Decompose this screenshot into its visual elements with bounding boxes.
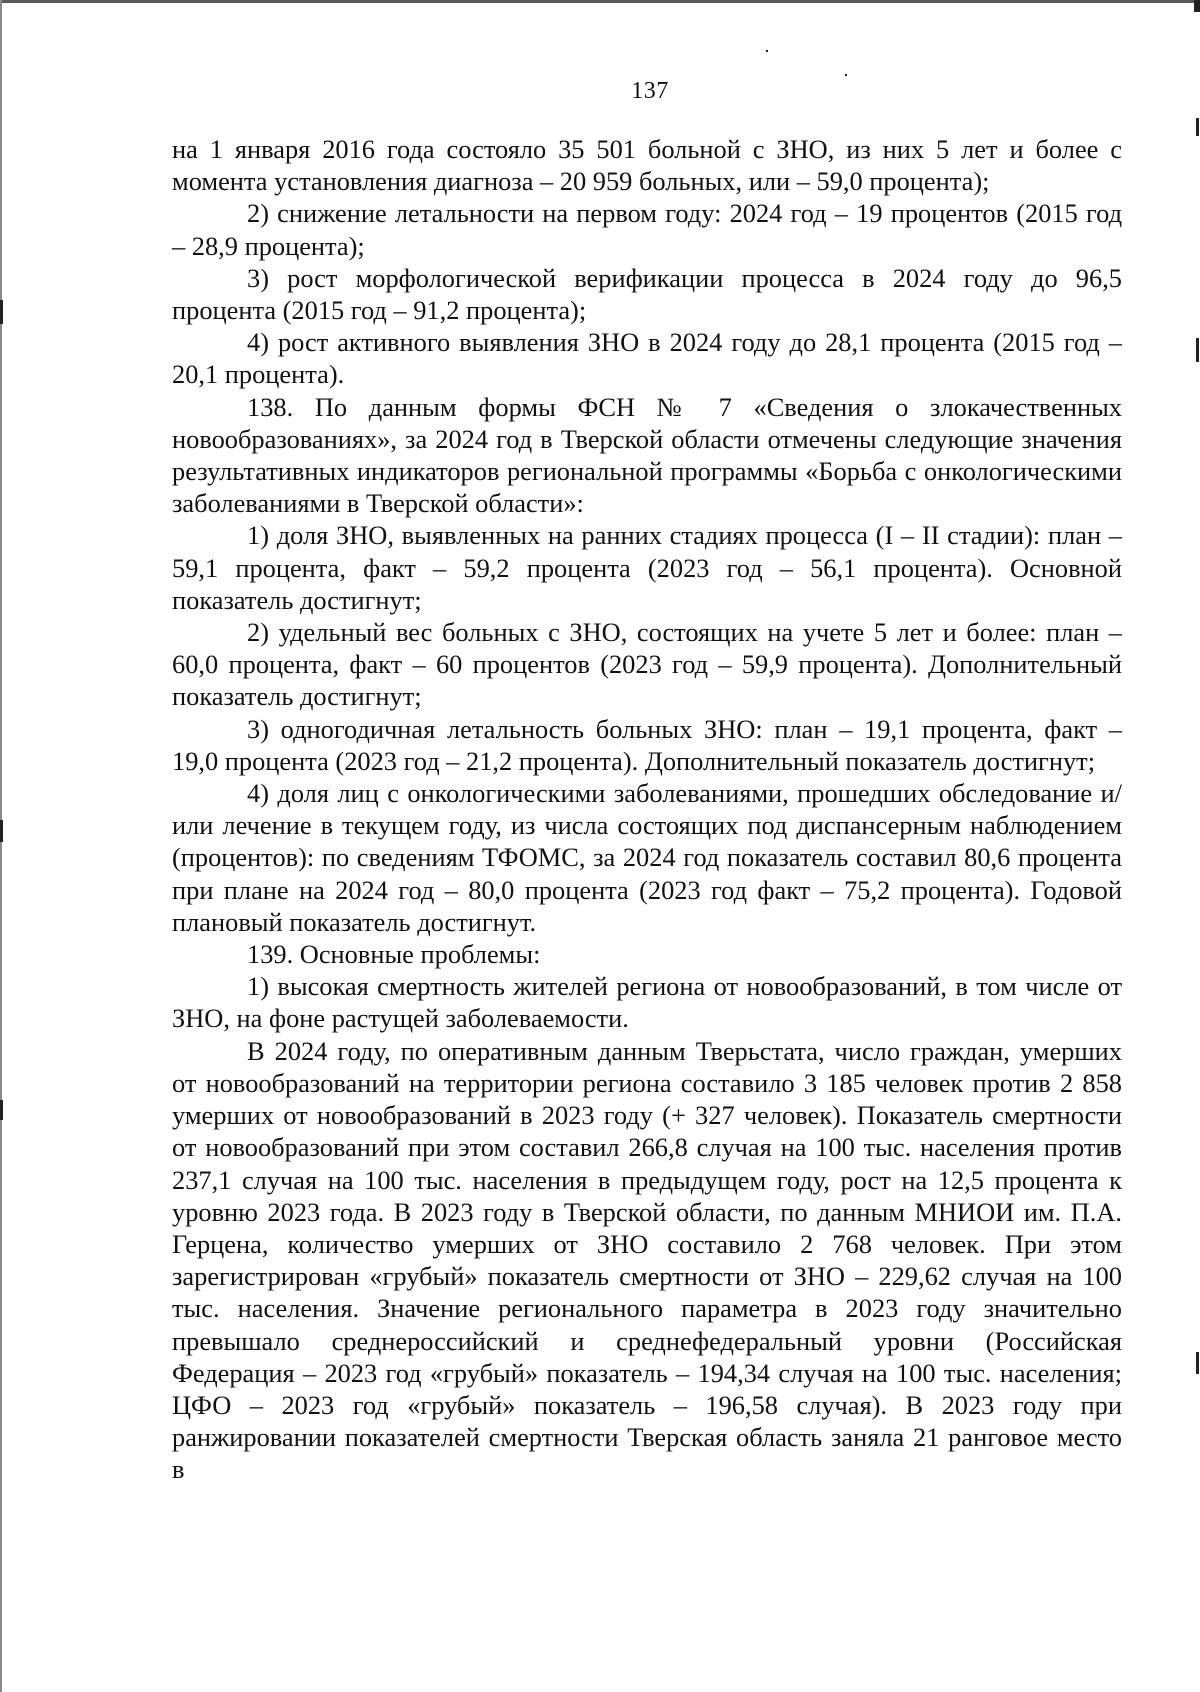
paragraph-indicator-4: 4) доля лиц с онкологическими заболеваниями, прошедших обследование и/или лечение в текущем году, из числа состоящих под диспансерным наблюдением (процентов): по сведениям ТФОМС, за 2024 год показатель составил 80,6 процента при плане на 2024 год – 80,0 процента (2023 год факт – 75,2 процента). Годовой плановый показатель достигнут. bbox=[172, 778, 1122, 937]
paragraph-item-2: 2) снижение летальности на первом году: 2024 год – 19 процентов (2015 год – 28,9 процента); bbox=[172, 198, 1122, 261]
paragraph-item-3: 3) рост морфологической верификации процесса в 2024 году до 96,5 процента (2015 год – 91,2 процента); bbox=[172, 262, 1122, 326]
scan-edge-left bbox=[0, 0, 2, 1692]
scan-speck bbox=[1196, 118, 1199, 136]
page-number: 137 bbox=[631, 78, 669, 104]
paragraph-item-4: 4) рост активного выявления ЗНО в 2024 году до 28,1 процента (2015 год – 20,1 процента). bbox=[172, 327, 1122, 390]
scan-edge-top bbox=[0, 0, 1200, 3]
paragraph-indicator-2: 2) удельный вес больных с ЗНО, состоящих на учете 5 лет и более: план – 60,0 процента, факт – 60 процентов (2023 год – 59,9 процента). Дополнительный показатель достигнут; bbox=[172, 617, 1122, 712]
scan-speck bbox=[0, 300, 3, 324]
paragraph-indicator-3: 3) одногодичная летальность больных ЗНО: план – 19,1 процента, факт – 19,0 процента (2023 год – 21,2 процента). Дополнительный показатель достигнут; bbox=[172, 713, 1122, 776]
paragraph-continuation: на 1 января 2016 года состояло 35 501 больной с ЗНО, из них 5 лет и более с момента установления диагноза – 20 959 больных, или – 59,0 процента); bbox=[172, 134, 1122, 197]
paragraph-indicator-1: 1) доля ЗНО, выявленных на ранних стадиях процесса (I – II стадии): план – 59,1 процента, факт – 59,2 процента (2023 год – 56,1 процента). Основной показатель достигнут; bbox=[172, 520, 1122, 615]
paragraph-139-heading: 139. Основные проблемы: bbox=[247, 939, 541, 970]
scan-speck bbox=[845, 74, 847, 76]
body-text bbox=[172, 133, 1122, 1486]
scan-speck bbox=[1196, 338, 1199, 362]
scan-speck bbox=[0, 1100, 3, 1120]
paragraph-138: 138. По данным формы ФСН № 7 «Сведения о злокачественных новообразованиях», за 2024 год в Тверской области отмечены следующие значения результативных индикаторов региональной программы «Борьба с онкологическими заболеваниями в Тверской области»: bbox=[172, 391, 1122, 519]
paragraph-mortality: В 2024 году, по оперативным данным Тверьстата, число граждан, умерших от новообразований на территории региона составило 3 185 человек против 2 858 умерших от новообразований в 2023 году (+ 327 человек). Показатель смертности от новообразований при этом составил 266,8 случая на 100 тыс. населения против 237,1 случая на 100 тыс. населения в предыдущем году, рост на 12,5 процента к уровню 2023 года. В 2023 году в Тверской области, по данным МНИОИ им. П.А. Герцена, количество умерших от ЗНО составило 2 768 человек. При этом зарегистрирован «грубый» показатель смертности от ЗНО – 229,62 случая на 100 тыс. населения. Значение регионального параметра в 2023 году значительно превышало среднероссийский и среднефедеральный уровни (Российская Федерация – 2023 год «грубый» показатель – 194,34 случая на 100 тыс. населения; ЦФО – 2023 год «грубый» показатель – 196,58 случая). В 2023 году при ранжировании показателей смертности Тверская область заняла 21 ранговое место в bbox=[172, 1035, 1122, 1485]
paragraph-problem-1: 1) высокая смертность жителей региона от новообразований, в том числе от ЗНО, на фоне растущей заболеваемости. bbox=[172, 971, 1122, 1034]
scan-speck bbox=[0, 820, 3, 842]
scan-speck bbox=[1194, 0, 1200, 12]
scan-speck bbox=[766, 50, 768, 52]
scan-speck bbox=[1196, 1352, 1199, 1374]
